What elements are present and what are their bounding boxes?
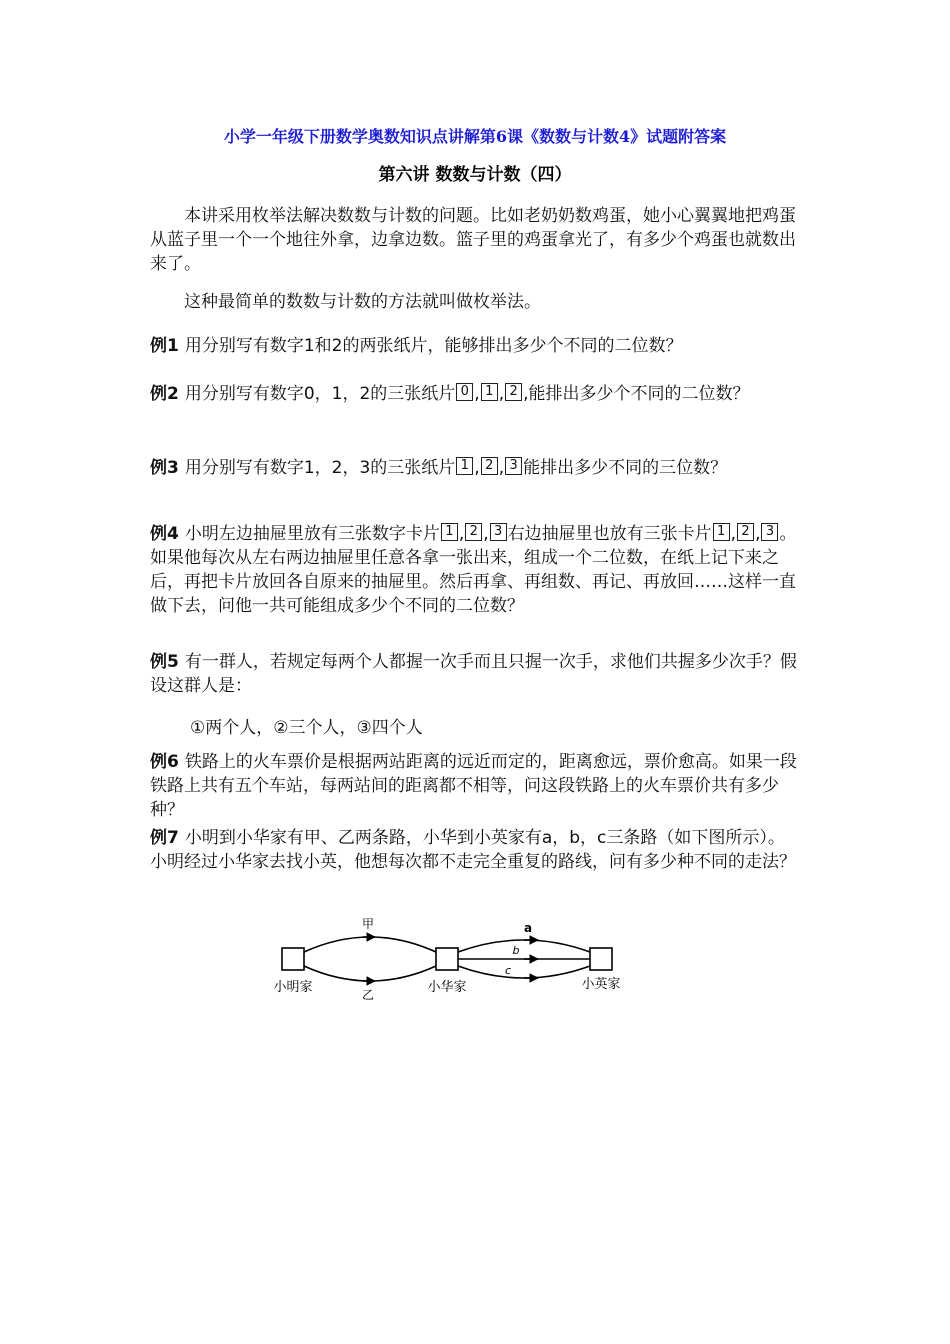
route-c-path xyxy=(458,966,590,978)
digit-card: 3 xyxy=(761,523,778,541)
route-b-label: b xyxy=(512,944,520,957)
example-text: 有一群人，若规定每两个人都握一次手而且只握一次手，求他们共握多少次手？假设这群人是： xyxy=(150,652,797,696)
digit-card: 2 xyxy=(737,523,754,541)
digit-card: 3 xyxy=(490,523,507,541)
route-jia-path xyxy=(304,937,436,952)
example-text: 能排出多少不同的三位数？ xyxy=(523,458,728,478)
digit-card: 3 xyxy=(505,457,522,475)
example-text: 小明左边抽屉里放有三张数字卡片 xyxy=(184,524,440,544)
route-diagram-svg xyxy=(260,910,640,1000)
xiaoying-home-label: 小英家 xyxy=(581,977,621,992)
example-label: 例2 xyxy=(150,384,179,404)
example-label: 例5 xyxy=(150,652,179,672)
route-yi-label: 乙 xyxy=(361,988,375,1000)
example-text: 用分别写有数字0，1，2的三张纸片 xyxy=(184,384,456,404)
example-5-cases: ①两个人，②三个人，③四个人 xyxy=(190,718,423,738)
example-5 xyxy=(150,650,800,698)
example-7 xyxy=(150,826,800,874)
digit-card: 2 xyxy=(465,523,482,541)
example-6 xyxy=(150,750,800,822)
example-label: 例1 xyxy=(150,336,179,356)
digit-card: 1 xyxy=(456,457,473,475)
xiaohua-home-label: 小华家 xyxy=(427,980,467,995)
example-2: 例2 用分别写有数字0，1，2的三张纸片 0 , 1 , 2 ,能排出多少个不同的二位数？ xyxy=(150,384,750,404)
example-text: 用分别写有数字1和2的两张纸片，能够排出多少个不同的二位数？ xyxy=(184,336,683,356)
route-a-path xyxy=(458,940,590,952)
example-1 xyxy=(150,334,800,358)
example-text: 用分别写有数字1，2，3的三张纸片 xyxy=(184,458,456,478)
digit-card: 1 xyxy=(481,383,498,401)
digit-card: 1 xyxy=(713,523,730,541)
example-text: 小明到小华家有甲、乙两条路，小华到小英家有a，b，c三条路（如下图所示）。小明经过小华家去找小英，他想每次都不走完全重复的路线，问有多少种不同的走法？ xyxy=(150,828,796,872)
route-a-label: a xyxy=(523,921,533,935)
digit-card: 0 xyxy=(456,383,473,401)
digit-card: 2 xyxy=(481,457,498,475)
document-title: 小学一年级下册数学奥数知识点讲解第6课《数数与计数4》试题附答案 xyxy=(223,127,727,146)
digit-card: 1 xyxy=(441,523,458,541)
example-text: ,能排出多少个不同的二位数？ xyxy=(523,384,750,404)
example-text: 右边抽屉里也放有三张卡片 xyxy=(507,524,712,544)
route-c-label: c xyxy=(504,964,512,977)
example-4: 例4 小明左边抽屉里放有三张数字卡片 1 , 2 , 3 右边抽屉里也放有三张卡片 1 , 2 , 3 。如果他每次从左右两边抽屉里任意各拿一张出来，组成一个二位数，在纸上记下来之后，再把卡片放回各自原来的抽屉里。然后再拿、再组数、再记、再放回……这样一直做下去，问他一共可能组成多少个不同的二位数？ xyxy=(150,524,797,616)
method-paragraph: 这种最简单的数数与计数的方法就叫做枚举法。 xyxy=(184,292,541,312)
route-diagram xyxy=(260,910,640,1000)
xiaoying-home-box xyxy=(590,948,612,970)
example-label: 例7 xyxy=(150,828,179,848)
example-label: 例3 xyxy=(150,458,179,478)
example-text: 铁路上的火车票价是根据两站距离的远近而定的，距离愈远，票价愈高。如果一段铁路上共有五个车站，每两站间的距离都不相等，问这段铁路上的火车票价共有多少种？ xyxy=(150,752,797,820)
example-label: 例4 xyxy=(150,524,179,544)
xiaohua-home-box xyxy=(436,948,458,970)
xiaoming-home-box xyxy=(282,948,304,970)
lesson-title: 第六讲 数数与计数（四） xyxy=(378,165,572,185)
example-text: 。如果他每次从左右两边抽屉里任意各拿一张出来，组成一个二位数，在纸上记下来之后，再把卡片放回各自原来的抽屉里。然后再拿、再组数、再记、再放回……这样一直做下去，问他一共可能组成多少个不同的二位数？ xyxy=(150,524,797,616)
example-label: 例6 xyxy=(150,752,179,772)
xiaoming-home-label: 小明家 xyxy=(273,980,313,995)
route-yi-path xyxy=(304,966,436,981)
digit-card: 2 xyxy=(505,383,522,401)
route-jia-label: 甲 xyxy=(361,917,375,931)
example-3: 例3 用分别写有数字1，2，3的三张纸片 1 , 2 , 3 能排出多少不同的三位数？ xyxy=(150,458,728,478)
intro-paragraph: 本讲采用枚举法解决数数与计数的问题。比如老奶奶数鸡蛋，她小心翼翼地把鸡蛋从蓝子里一个一个地往外拿，边拿边数。篮子里的鸡蛋拿光了，有多少个鸡蛋也就数出来了。 xyxy=(150,206,796,274)
